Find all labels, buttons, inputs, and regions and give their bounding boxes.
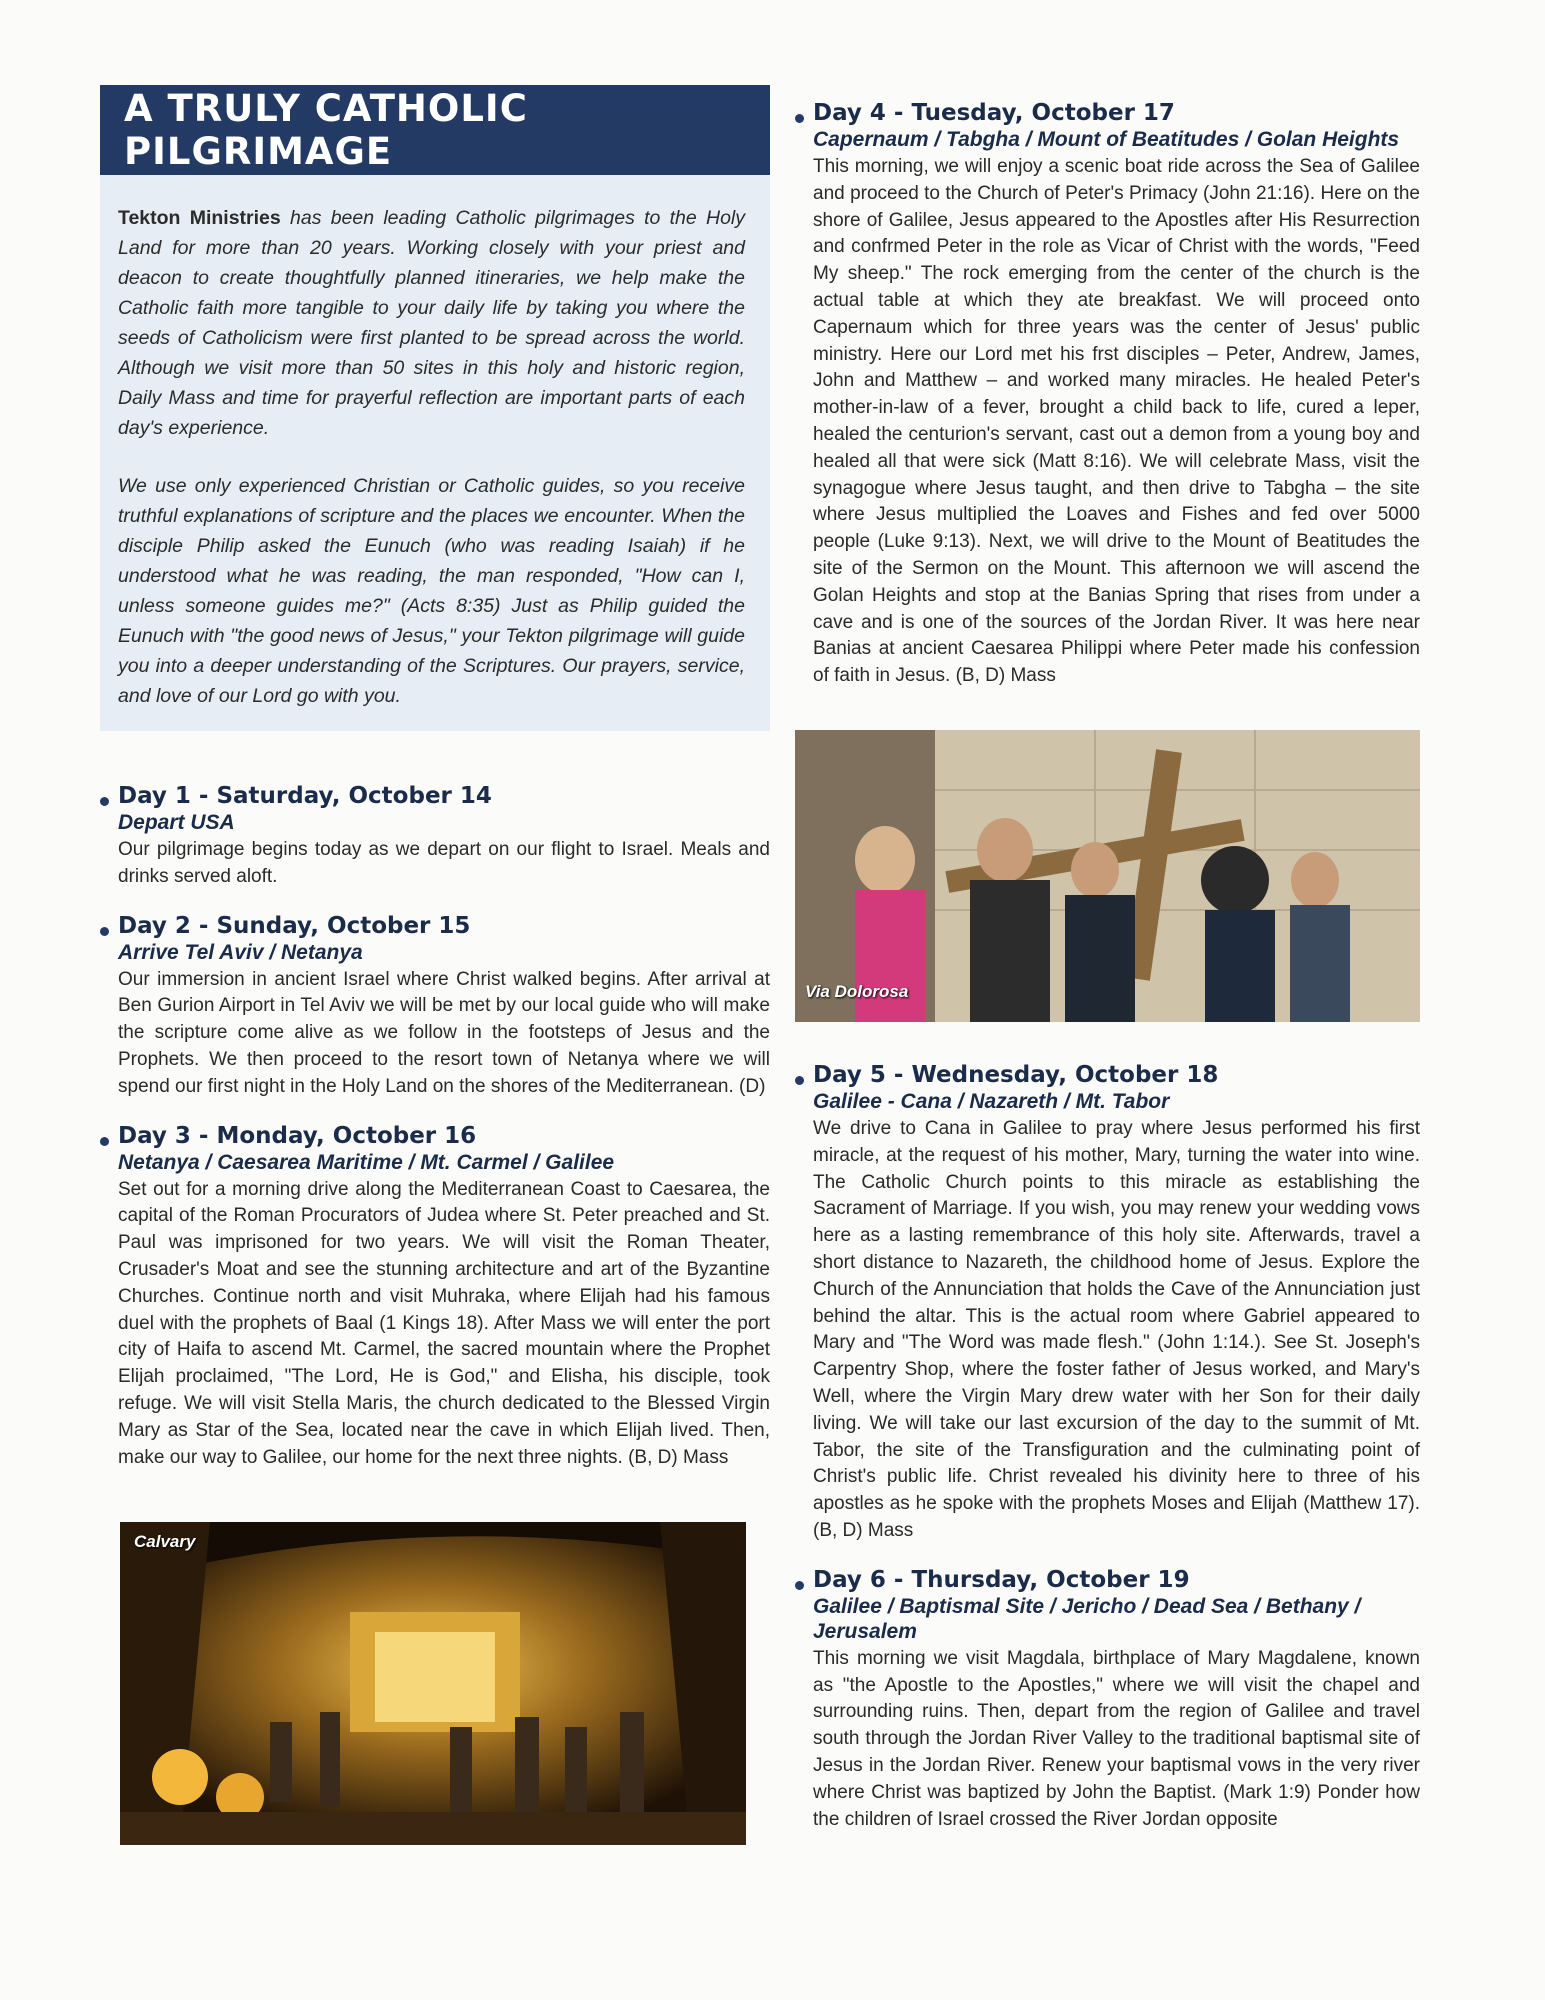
day-text: Set out for a morning drive along the Mediterranean Coast to Caesarea, the capital of the Roman Procurators of Judea where St. Peter preached and St. Paul was imprisoned for two years. We will visit the Roman Theater, Crusader's Moat and see the stunning architecture and art of the Byzantine Churches. Continue north and visit Muhraka, where Elijah had his famous duel with the prophets of Baal (1 Kings 18). After Mass we will enter the port city of Haifa to ascend Mt. Carmel, the sacred mountain where the Prophet Elijah proclaimed, "The Lord, He is God," and Elisha, his disciple, took refuge. We will visit Stella Maris, the church dedicated to the Blessed Virgin Mary as Star of the Sea, located near the cave in which Elijah lived. Then, make our way to Galilee, our home for the next three nights. (B, D) Mass bbox=[118, 1178, 770, 1468]
photo-caption: Calvary bbox=[134, 1532, 196, 1551]
day-text: This morning we visit Magdala, birthplace of Mary Magdalene, known as "the Apostle to the Apostles," where we will visit the chapel and surrounding ruins. Then, depart from the region of Galilee and travel south through the Jordan River Valley to the traditional baptismal site of Jesus in the Jordan River. Renew your baptismal vows in the very river where Christ was baptized by John the Baptist. (Mark 1:9) Ponder how the children of Israel crossed the River Jordan opposite bbox=[813, 1647, 1420, 1830]
day-2 bbox=[100, 913, 770, 1101]
calvary-image bbox=[120, 1522, 746, 1845]
via-dolorosa-image bbox=[795, 730, 1420, 1022]
day-title: Day 1 - Saturday, October 14 bbox=[118, 783, 492, 809]
day-text: Our immersion in ancient Israel where Christ walked begins. After arrival at Ben Gurion Airport in Tel Aviv we will be met by our local guide who will make the scripture come alive as we follow in the footsteps of Jesus and the Prophets. We then proceed to the resort town of Netanya where we will spend our first night in the Holy Land on the shores of the Mediterranean. (D) bbox=[118, 968, 770, 1097]
calvary-photo bbox=[120, 1522, 746, 1845]
day-route: Capernaum / Tabgha / Mount of Beatitudes / Golan Heights bbox=[813, 128, 1400, 151]
day-title: Day 3 - Monday, October 16 bbox=[118, 1122, 477, 1149]
day-title: Day 4 - Tuesday, October 17 bbox=[813, 100, 1175, 126]
via-dolorosa-photo bbox=[795, 730, 1420, 1022]
day-title: Day 6 - Thursday, October 19 bbox=[813, 1566, 1190, 1593]
day-4 bbox=[795, 100, 1420, 690]
intro-box bbox=[100, 175, 770, 731]
day-text: Our pilgrimage begins today as we depart on our flight to Israel. Meals and drinks served aloft. bbox=[118, 839, 770, 887]
day-title: Day 5 - Wednesday, October 18 bbox=[813, 1062, 1219, 1088]
intro-paragraph-1 bbox=[118, 203, 745, 443]
day-title: Day 2 - Sunday, October 15 bbox=[118, 912, 471, 939]
day-route: Depart USA bbox=[118, 811, 235, 834]
left-column bbox=[100, 85, 770, 1471]
day-text: This morning, we will enjoy a scenic boat ride across the Sea of Galilee and proceed to the Church of Peter's Primacy (John 21:16). Here on the shore of Galilee, Jesus appeared to the Apostles after His Resurrection and confrmed Peter in the role as Vicar of Christ with the words, "Feed My sheep." The rock emerging from the center of the church is the actual table at which they ate breakfast. We will proceed onto Capernaum which for three years was the center of Jesus' public ministry. Here our Lord met his frst disciples – Peter, Andrew, James, John and Matthew – and worked many miracles. He healed Peter's mother-in-law of a fever, brought a child back to life, cured a leper, healed the centurion's servant, cast out a demon from a young boy and healed all that were sick (Matt 8:16). We will celebrate Mass, visit the synagogue where Jesus taught, and then drive to Tabgha – the site where Jesus multiplied the Loaves and Fishes and fed over 5000 people (Luke 9:13). Next, we will drive to the Mount of Beatitudes the site of the Sermon on the Mount. This afternoon we will ascend the Golan Heights and stop at the Banias Spring that rises from under a cave and is one of the sources of the Jordan River. It was here near Banias at ancient Caesarea Philippi where Peter made his confession of faith in Jesus. (B, D) Mass bbox=[813, 156, 1420, 687]
day-text: We drive to Cana in Galilee to pray where Jesus performed his first miracle, at the request of his mother, Mary, turning the water into wine. The Catholic Church points to this miracle as establishing the Sacrament of Marriage. If you wish, you may renew your wedding vows here as a lasting remembrance of this holy site. Afterwards, travel a short distance to Nazareth, the childhood home of Jesus. Explore the Church of the Annunciation that holds the Cave of the Annunciation just behind the altar. This is the actual room where Gabriel appeared to Mary and "The Word was made flesh." (John 1:14.). See St. Joseph's Carpentry Shop, where the foster father of Jesus worked, and Mary's Well, where the Virgin Mary drew water with her Son for their daily living. We will take our last excursion of the day to the summit of Mt. Tabor, the site of the Transfiguration and the culminating point of Christ's public life. Christ revealed his divinity here to three of his apostles as he spoke with the prophets Moses and Elijah (Matthew 17). (B, D) Mass bbox=[813, 1118, 1420, 1541]
day-route: Arrive Tel Aviv / Netanya bbox=[118, 940, 363, 964]
org-name: Tekton Ministries bbox=[118, 207, 281, 229]
day-5 bbox=[795, 1062, 1420, 1545]
page-title: A TRULY CATHOLIC PILGRIMAGE bbox=[100, 85, 770, 175]
right-column-lower bbox=[795, 1062, 1420, 1833]
right-column bbox=[795, 100, 1420, 690]
day-1 bbox=[100, 783, 770, 891]
intro-p1-text: has been leading Catholic pilgrimages to the Holy Land for more than 20 years. Working closely with your priest and deacon to create thoughtfully planned itineraries, we help make the Catholic faith more tangible to your daily life by taking you where the seeds of Catholicism were first planted to be spread across the world. Although we visit more than 50 sites in this holy and historic region, Daily Mass and time for prayerful reflection are important parts of each day's experience. bbox=[118, 207, 745, 439]
photo-caption: Via Dolorosa bbox=[805, 982, 909, 1001]
day-3 bbox=[100, 1123, 770, 1472]
day-route: Galilee / Baptismal Site / Jericho / Dead Sea / Bethany / Jerusalem bbox=[813, 1594, 1361, 1643]
day-6 bbox=[795, 1567, 1420, 1834]
intro-paragraph-2: We use only experienced Christian or Catholic guides, so you receive truthful explanations of scripture and the places we encounter. When the disciple Philip asked the Eunuch (who was reading Isaiah) if he understood what he was reading, the man responded, "How can I, unless someone guides me?" (Acts 8:35) Just as Philip guided the Eunuch with "the good news of Jesus," your Tekton pilgrimage will guide you into a deeper understanding of the Scriptures. Our prayers, service, and love of our Lord go with you. bbox=[118, 475, 745, 707]
day-route: Netanya / Caesarea Maritime / Mt. Carmel / Galilee bbox=[118, 1150, 615, 1174]
day-route: Galilee - Cana / Nazareth / Mt. Tabor bbox=[813, 1090, 1170, 1113]
